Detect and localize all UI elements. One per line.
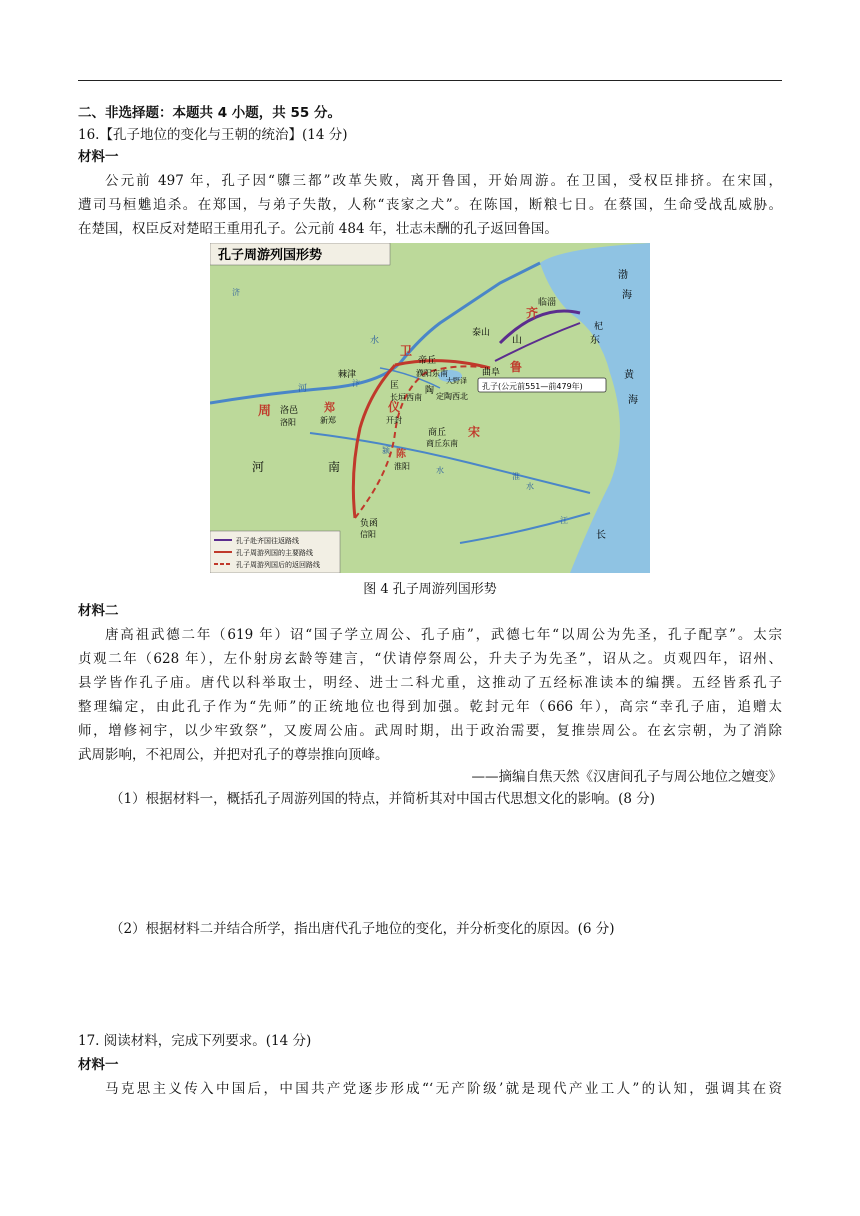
q16-material2-line-3: 县学皆作孔子庙。唐代以科举取士，明经、进士二科尤重，这推动了五经标准读本的编撰。五经皆系孔子: [78, 675, 782, 691]
header-rule: [78, 80, 782, 81]
place-bohai2: 海: [622, 290, 632, 301]
q16-material2-line-6: 武周影响，不祀周公，并把对孔子的尊崇推向顶峰。: [78, 747, 389, 763]
place-he-river: 河: [298, 384, 308, 394]
place-nan: 南: [328, 460, 341, 474]
place-qufu: 曲阜: [482, 368, 501, 378]
place-ying: 颍: [382, 446, 390, 455]
place-xinyang: 信阳: [360, 530, 376, 539]
q16-question-2: （2）根据材料二并结合所学，指出唐代孔子地位的变化，并分析变化的原因。(6 分): [110, 921, 615, 937]
place-taishan: 泰山: [472, 328, 491, 338]
legend-item-main: 孔子周游列国的主要路线: [236, 549, 313, 557]
place-fuhan: 负函: [360, 519, 379, 529]
place-tao: 陶: [425, 386, 435, 396]
q16-material2-label: 材料二: [78, 603, 119, 619]
legend-item-return: 孔子周游列国后的返回路线: [236, 561, 320, 569]
place-shui-huai: 水: [526, 482, 534, 491]
place-linzi: 临淄: [538, 298, 557, 308]
place-huaiyang: 淮阳: [394, 462, 410, 471]
place-huanghai2: 海: [628, 395, 638, 406]
place-chang: 长: [596, 530, 606, 541]
q16-material2-line-1: 唐高祖武德二年（619 年）诏“国子学立周公、孔子庙”，武德七年“以周公为先圣，孔子配享”。太宗: [105, 627, 782, 643]
place-puyang: 濮阳东南: [416, 369, 448, 378]
q16-material2-line-2: 贞观二年（628 年），左仆射房玄龄等建言，“伏请停祭周公，升夫子为先圣”，诏从之。贞观四年，诏州、: [78, 651, 782, 667]
q16-material1-line-3: 在楚国，权臣反对楚昭王重用孔子。公元前 484 年，壮志未酬的孔子返回鲁国。: [78, 221, 558, 237]
place-daye: 大野泽: [446, 377, 467, 385]
place-shan: 山: [512, 335, 522, 346]
place-chen: 陈: [396, 449, 406, 460]
place-huai: 淮: [512, 472, 520, 481]
place-song: 宋: [468, 425, 481, 439]
q16-material1-line-2: 遭司马桓魋追杀。在郑国，与弟子失散，人称“丧家之犬”。在陈国，断粮七日。在蔡国，生命受战乱威胁。: [78, 197, 782, 213]
q16-material2-line-5: 师，增修祠宇，以少牢致祭”，又废周公庙。武周时期，出于政治需要，复推崇周公。在玄宗朝，为了消除: [78, 723, 782, 739]
figure-caption: 图 4 孔子周游列国形势: [363, 582, 497, 597]
place-wei: 卫: [400, 344, 413, 358]
place-changyuan: 长垣西南: [390, 393, 422, 402]
q17-material1-line-1: 马克思主义传入中国后，中国共产党逐步形成“‘无产阶级’就是现代产业工人”的认知，强调其在资: [105, 1081, 782, 1097]
place-kuang: 匡: [390, 381, 400, 391]
q16-source: ——摘编自焦天然《汉唐间孔子与周公地位之嬗变》: [471, 769, 782, 785]
place-bian: 汴: [352, 379, 360, 388]
place-jiang: 江: [560, 516, 568, 525]
place-shangqiu: 商丘: [428, 428, 447, 438]
q16-material1-label: 材料一: [78, 149, 119, 165]
place-ji: 济: [232, 288, 240, 297]
confucius-travel-map: [210, 243, 650, 573]
place-luoyi: 洛邑: [280, 406, 299, 416]
place-qi-small: 杞: [594, 322, 604, 332]
q17-title: 17. 阅读材料，完成下列要求。(14 分): [78, 1033, 312, 1049]
place-lu: 鲁: [510, 360, 523, 374]
place-zheng: 郑: [324, 401, 335, 414]
place-huanghai1: 黄: [624, 370, 634, 381]
place-luoyang: 洛阳: [280, 418, 296, 427]
map-title: 孔子周游列国形势: [218, 248, 323, 263]
place-diqiu: 帝丘: [418, 356, 437, 366]
place-bohai1: 渤: [618, 270, 628, 281]
place-jinjin: 棘津: [338, 370, 357, 380]
place-dingtao: 定陶西北: [436, 392, 468, 401]
place-kaifeng: 开封: [386, 416, 402, 425]
q16-title: 16.【孔子地位的变化与王朝的统治】(14 分): [78, 127, 348, 143]
place-dong: 东: [590, 335, 600, 346]
place-shangqiu-se: 商丘东南: [426, 439, 458, 448]
place-shui-ji: 水: [436, 466, 444, 475]
legend-item-qi: 孔子赴齐国往返路线: [236, 537, 299, 545]
place-shui-wei: 水: [370, 336, 380, 346]
q16-material2-line-4: 整理编定，由此孔子作为“先师”的正统地位也得到加强。乾封元年（666 年），高宗“幸孔子庙，追赠太: [78, 699, 782, 715]
place-he: 河: [252, 460, 265, 474]
confucius-label: 孔子(公元前551—前479年): [482, 382, 583, 391]
place-xinzheng: 新郑: [320, 416, 336, 425]
q16-material1-line-1: 公元前 497 年，孔子因“隳三都”改革失败，离开鲁国，开始周游。在卫国，受权臣排挤。在宋国，: [105, 173, 782, 189]
section-heading: 二、非选择题：本题共 4 小题，共 55 分。: [78, 105, 341, 121]
q17-material1-label: 材料一: [78, 1057, 119, 1073]
place-zhou: 周: [258, 404, 272, 419]
q16-question-1: （1）根据材料一，概括孔子周游列国的特点，并简析其对中国古代思想文化的影响。(8 分): [110, 791, 656, 807]
place-yi: 仪: [388, 400, 401, 414]
place-qi: 齐: [526, 306, 539, 320]
